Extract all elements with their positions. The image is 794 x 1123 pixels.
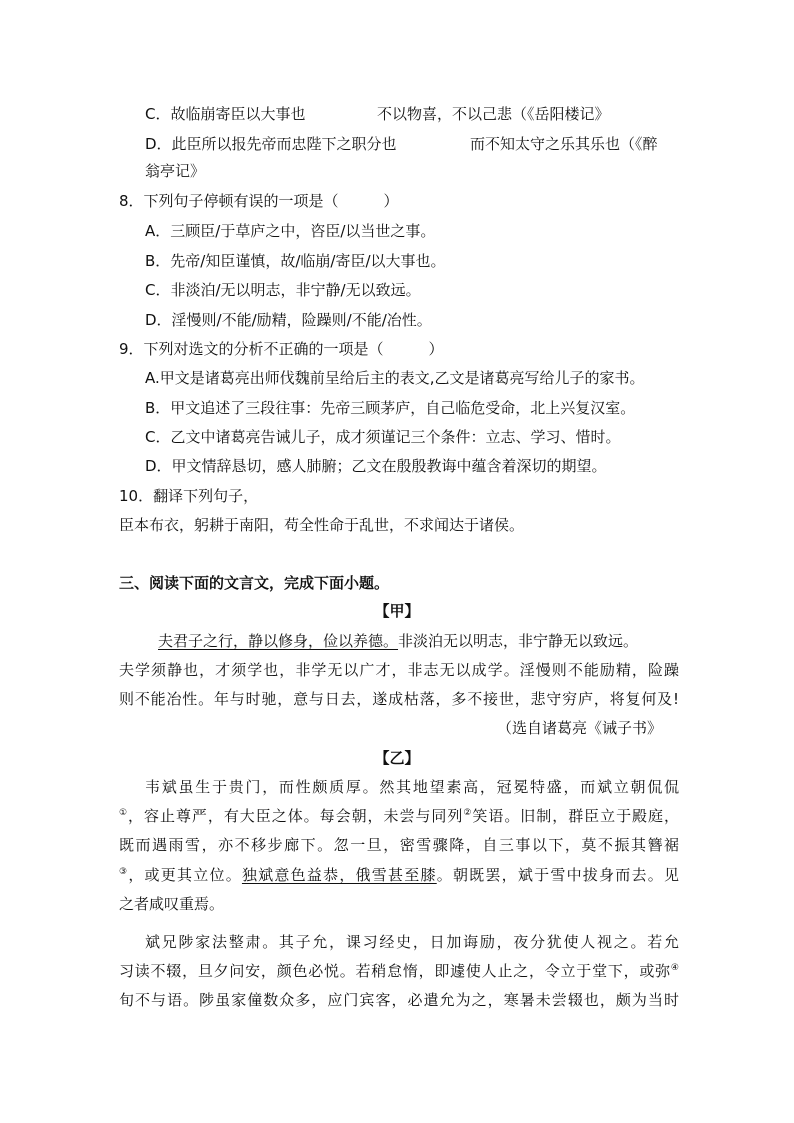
q8-option-b: B．先帝/知臣谨慎，故/临崩/寄臣/以大事也。 — [145, 252, 446, 270]
yi-line-4 — [119, 864, 679, 886]
yi-line-3: 既而遇雨雪，亦不移步廊下。忽一旦，密雪骤降，自三事以下，莫不振其簪裾 — [119, 836, 679, 854]
q10-sentence: 臣本布衣，躬耕于南阳，苟全性命于乱世，不求闻达于诸侯。 — [119, 516, 525, 534]
q10-stem: 10．翻译下列句子， — [119, 487, 259, 505]
yi-underlined-sentence: 独斌意色益恭，俄雪甚至膝 — [241, 866, 437, 884]
q7-option-c — [145, 103, 305, 125]
q8-option-c: C．非淡泊/无以明志，非宁静/无以致远。 — [145, 281, 421, 299]
yi-title: 【乙】 — [374, 749, 420, 767]
q9-option-b: B．甲文追述了三段往事：先帝三顾茅庐，自己临危受命，北上兴复汉室。 — [145, 399, 636, 417]
yi-line-8: 旬不与语。陟虽家僮数众多，应门宾客，必遣允为之，寒暑未尝辍也，颇为当时 — [119, 991, 679, 1009]
q7-option-d-cont: 翁亭记》 — [145, 162, 206, 180]
jia-line-1 — [158, 630, 638, 652]
jia-title: 【甲】 — [374, 602, 420, 620]
q8-option-a: A．三顾臣/于草庐之中，咨臣/以当世之事。 — [145, 222, 436, 240]
q7-option-d-right: 而不知太守之乐其乐也（《醉 — [470, 135, 658, 153]
footnote-mark-1: ① — [119, 808, 129, 818]
footnote-mark-2: ② — [463, 808, 473, 818]
jia-line-2: 夫学须静也，才须学也，非学无以广才，非志无以成学。淫慢则不能励精，险躁 — [119, 661, 679, 679]
q9-option-c: C．乙文中诸葛亮告诫儿子，成才须谨记三个条件：立志、学习、惜时。 — [145, 428, 621, 446]
yi-line-7 — [119, 960, 679, 982]
q7-option-c-left: C．故临崩寄臣以大事也 — [145, 105, 306, 123]
q7-option-c-right: 不以物喜，不以己悲（《岳阳楼记》 — [377, 105, 610, 123]
yi-line-1: 韦斌虽生于贵门，而性颇质厚。然其地望素高，冠冕特盛，而斌立朝侃侃 — [145, 778, 679, 796]
q7-option-d-left: D．此臣所以报先帝而忠陛下之职分也 — [145, 135, 397, 153]
yi-line-2-b: 笑语。旧制，群臣立于殿庭， — [472, 807, 679, 825]
jia-underlined-sentence: 夫君子之行，静以修身，俭以养德。 — [158, 632, 399, 650]
jia-source: （选自诸葛亮《诫子书》 — [497, 719, 663, 737]
yi-line-5: 之者咸叹重焉。 — [119, 895, 225, 913]
q8-stem: 8．下列句子停顿有误的一项是（ ） — [119, 192, 399, 210]
footnote-mark-3: ③ — [119, 867, 129, 877]
jia-line-1-rest: 非淡泊无以明志，非宁静无以致远。 — [398, 632, 639, 650]
yi-line-4-b: 。朝既罢，斌于雪中拔身而去。见 — [436, 866, 679, 884]
yi-line-2-a: ，容止尊严，有大臣之体。每会朝，未尝与同列 — [128, 807, 464, 825]
yi-line-7-a: 习读不辍，旦夕问安，颜色必悦。若稍怠惰，即遽使人止之，令立于堂下，或弥 — [119, 962, 671, 980]
q9-option-d: D．甲文情辞恳切，感人肺腑；乙文在殷殷教诲中蕴含着深切的期望。 — [145, 457, 607, 475]
q8-option-d: D．淫慢则/不能/励精，险躁则/不能/冶性。 — [145, 311, 432, 329]
yi-line-4-a: ，或更其立位。 — [128, 866, 242, 884]
q9-option-a: A.甲文是诸葛亮出师伐魏前呈给后主的表文,乙文是诸葛亮写给儿子的家书。 — [145, 369, 645, 387]
yi-line-6: 斌兄陟家法整肃。其子允，课习经史，日加诲励，夜分犹使人视之。若允 — [145, 933, 679, 951]
yi-line-2 — [119, 805, 679, 827]
section3-heading: 三、阅读下面的文言文，完成下面小题。 — [119, 574, 390, 592]
q9-stem: 9．下列对选文的分析不正确的一项是（ ） — [119, 340, 444, 358]
footnote-mark-4: ④ — [670, 963, 679, 973]
jia-line-3: 则不能冶性。年与时驰，意与日去，遂成枯落，多不接世，悲守穷庐，将复何及! — [119, 690, 679, 708]
